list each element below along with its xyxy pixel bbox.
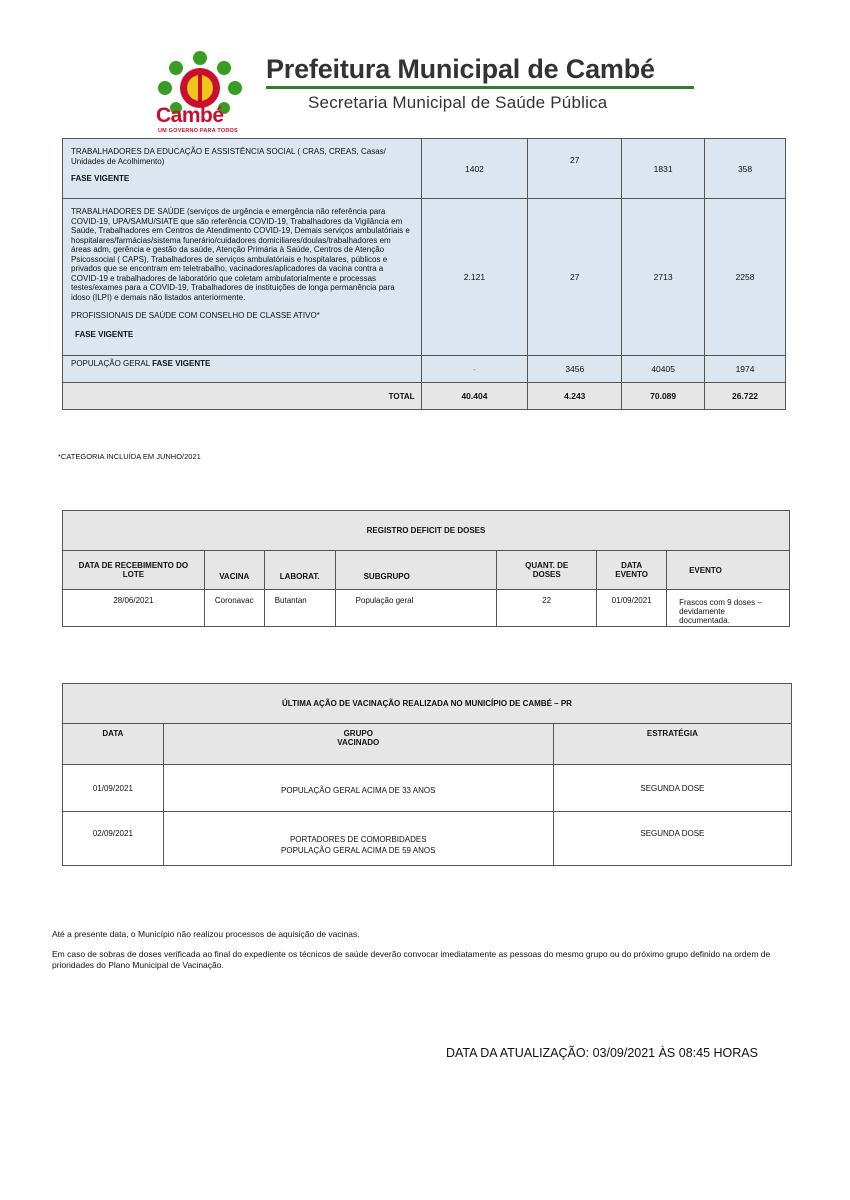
total-value: 70.089 (622, 383, 705, 410)
table-title: REGISTRO DEFICIT DE DOSES (63, 511, 790, 551)
total-row (63, 383, 786, 410)
value-cell: 2713 (622, 199, 705, 356)
paragraph-acquisition: Até a presente data, o Município não realizou processos de aquisição de vacinas. (52, 929, 360, 939)
last-vaccination-table (62, 683, 792, 866)
group-line: POPULAÇÃO GERAL ACIMA DE 59 ANOS (281, 846, 436, 855)
footnote: *CATEGORIA INCLUÍDA EM JUNHO/2021 (58, 452, 201, 461)
update-timestamp: DATA DA ATUALIZAÇÃO: 03/09/2021 ÀS 08:45 HORAS (446, 1046, 758, 1060)
strategy-cell: SEGUNDA DOSE (553, 812, 791, 866)
phase-label: FASE VIGENTE (75, 329, 134, 339)
value-cell: 1831 (622, 139, 705, 199)
value-cell: 358 (705, 139, 786, 199)
logo-slogan: UM GOVERNO PARA TODOS (158, 128, 238, 134)
date-cell: 01/09/2021 (63, 765, 164, 812)
column-header: LABORAT. (264, 551, 335, 590)
group-description-cell (63, 139, 422, 199)
table-cell: 22 (497, 590, 597, 627)
total-value: 40.404 (421, 383, 528, 410)
column-header: ESTRATÉGIA (553, 724, 791, 765)
table-cell: Butantan (264, 590, 335, 627)
total-value: 4.243 (528, 383, 622, 410)
group-subdescription: PROFISSIONAIS DE SAÚDE COM CONSELHO DE CLASSE ATIVO* (71, 311, 320, 320)
value-cell: 40405 (622, 356, 705, 383)
table-cell: Frascos com 9 doses – devidamente documentada. (667, 590, 790, 627)
table-row (63, 765, 792, 812)
value-cell: 27 (528, 139, 622, 199)
value-cell: 2258 (705, 199, 786, 356)
column-header: DATA DE RECEBIMENTO DO LOTE (63, 551, 205, 590)
column-header: EVENTO (667, 551, 790, 590)
group-description: POPULAÇÃO GERAL (71, 359, 150, 368)
page-subtitle: Secretaria Municipal de Saúde Pública (308, 93, 608, 112)
group-description-cell (63, 199, 422, 356)
table-cell: População geral (335, 590, 497, 627)
vaccination-groups-table (62, 138, 786, 410)
dose-deficit-table (62, 510, 790, 627)
value-cell: 2.121 (421, 199, 528, 356)
value-cell: 1402 (421, 139, 528, 199)
table-cell: 28/06/2021 (63, 590, 205, 627)
group-description: TRABALHADORES DE SAÚDE (serviços de urgência e emergência não referência para COVID-19, UPA/SAMU/SIATE que são referência COVID-19, Trabalhadores da Vigilância em Saúde, Trabalhadores em Centros de Atendimento COVID-19, Demais serviços ambulatóriais e hospitalares/farmácias/sistema funerário/cuidadores domiciliares/doulas/trabalhadores em áreas adm, gerência e gestão da saúde, Atenção Primária à Saúde, Centros de Atenção Psicossocial ( CAPS), Trabalhadores de serviços ambulatóriais e hospitalares, públicos e privados que se encontram em teletrabalho, vacinadores/aplicadores da vacina contra a COVID-19 e trabalhadores de laboratório que coletam ambulatorialmente e processas testes/exames para a COVID-19, Trabalhadores de instituições de longa permanência para idoso (ILPI) e demais não listados anteriormente. (71, 207, 410, 302)
table-cell: Coronavac (204, 590, 264, 627)
phase-label: FASE VIGENTE (152, 359, 211, 368)
column-header: DATA (63, 724, 164, 765)
paragraph-leftover-doses: Em caso de sobras de doses verificada ao final do expediente os técnicos de saúde deverão convocar imediatamente as pessoas do mesmo grupo ou do próximo grupo definido na ordem de prioridades do Plano Municipal de Vacinação. (52, 949, 771, 970)
group-cell (163, 765, 553, 812)
value-cell: 3456 (528, 356, 622, 383)
table-header-row (63, 551, 790, 590)
date-cell: 02/09/2021 (63, 812, 164, 866)
column-header: SUBGRUPO (335, 551, 497, 590)
value-cell: - (421, 356, 528, 383)
phase-label: FASE VIGENTE (71, 174, 130, 183)
table-title: ÚLTIMA AÇÃO DE VACINAÇÃO REALIZADA NO MUNICÍPIO DE CAMBÉ – PR (63, 684, 792, 724)
total-label: TOTAL (63, 383, 422, 410)
group-line: PORTADORES DE COMORBIDADES (289, 835, 427, 844)
value-cell: 1974 (705, 356, 786, 383)
table-header-row (63, 724, 792, 765)
strategy-cell: SEGUNDA DOSE (553, 765, 791, 812)
table-row (63, 590, 790, 627)
group-description-cell (63, 356, 422, 383)
column-header: DATA EVENTO (597, 551, 667, 590)
table-row (63, 356, 786, 383)
group-line: POPULAÇÃO GERAL ACIMA DE 33 ANOS (281, 786, 436, 795)
total-value: 26.722 (705, 383, 786, 410)
column-header: VACINA (204, 551, 264, 590)
column-header: GRUPO VACINADO (163, 724, 553, 765)
logo-name: Cambé (156, 104, 224, 127)
table-row (63, 199, 786, 356)
page-title: Prefeitura Municipal de Cambé (266, 54, 655, 84)
column-header: QUANT. DE DOSES (497, 551, 597, 590)
table-row (63, 139, 786, 199)
table-cell: 01/09/2021 (597, 590, 667, 627)
group-description: TRABALHADORES DA EDUCAÇÃO E ASSISTÊNCIA SOCIAL ( CRAS, CREAS, Casas/ Unidades de Acolhimento) (71, 147, 386, 166)
value-cell: 27 (528, 199, 622, 356)
group-cell (163, 812, 553, 866)
title-underline (266, 86, 694, 89)
table-row (63, 812, 792, 866)
